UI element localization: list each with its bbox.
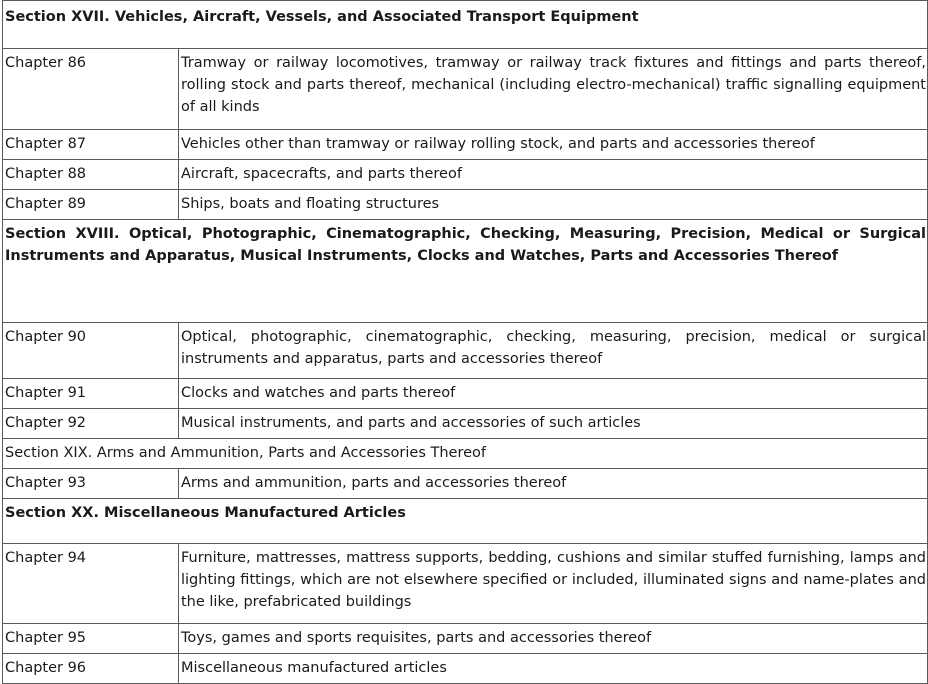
chapter-label: Chapter 91 [3, 379, 179, 409]
tariff-chapters-table [2, 0, 928, 684]
table-row [3, 409, 928, 439]
section-row [3, 439, 928, 469]
chapter-description: Clocks and watches and parts thereof [179, 379, 928, 409]
chapter-description: Aircraft, spacecrafts, and parts thereof [179, 160, 928, 190]
table-row [3, 190, 928, 220]
table-row [3, 379, 928, 409]
chapter-label: Chapter 88 [3, 160, 179, 190]
table-row [3, 544, 928, 624]
chapter-description: Tramway or railway locomotives, tramway or railway track fixtures and fittings and parts thereof, rolling stock and parts thereof, mechanical (including electro-mechanical) traffic signalling equipment of all kinds [179, 49, 928, 130]
section-title: Section XVIII. Optical, Photographic, Cinematographic, Checking, Measuring, Precision, Medical or Surgical Instruments and Apparatus, Musical Instruments, Clocks and Watches, Parts and Accessories Thereof [3, 220, 928, 323]
section-title: Section XVII. Vehicles, Aircraft, Vessels, and Associated Transport Equipment [3, 1, 928, 49]
section-row [3, 499, 928, 544]
chapter-description: Miscellaneous manufactured articles [179, 654, 928, 684]
chapter-label: Chapter 95 [3, 624, 179, 654]
chapter-description: Musical instruments, and parts and accessories of such articles [179, 409, 928, 439]
table-row [3, 624, 928, 654]
chapter-description: Arms and ammunition, parts and accessories thereof [179, 469, 928, 499]
chapter-label: Chapter 87 [3, 130, 179, 160]
section-row [3, 1, 928, 49]
chapter-description: Furniture, mattresses, mattress supports, bedding, cushions and similar stuffed furnishing, lamps and lighting fittings, which are not elsewhere specified or included, illuminated signs and name-plates and the like, prefabricated buildings [179, 544, 928, 624]
section-title: Section XIX. Arms and Ammunition, Parts and Accessories Thereof [3, 439, 928, 469]
chapter-label: Chapter 90 [3, 323, 179, 379]
chapter-label: Chapter 96 [3, 654, 179, 684]
chapter-label: Chapter 94 [3, 544, 179, 624]
chapter-label: Chapter 89 [3, 190, 179, 220]
chapter-description: Toys, games and sports requisites, parts and accessories thereof [179, 624, 928, 654]
chapter-label: Chapter 86 [3, 49, 179, 130]
table-row [3, 160, 928, 190]
table-row [3, 469, 928, 499]
chapter-label: Chapter 92 [3, 409, 179, 439]
table-row [3, 323, 928, 379]
chapter-description: Vehicles other than tramway or railway rolling stock, and parts and accessories thereof [179, 130, 928, 160]
chapter-label: Chapter 93 [3, 469, 179, 499]
section-title: Section XX. Miscellaneous Manufactured Articles [3, 499, 928, 544]
chapter-description: Ships, boats and floating structures [179, 190, 928, 220]
section-row [3, 220, 928, 323]
table-row [3, 654, 928, 684]
chapter-description: Optical, photographic, cinematographic, checking, measuring, precision, medical or surgical instruments and apparatus, parts and accessories thereof [179, 323, 928, 379]
table-row [3, 49, 928, 130]
table-row [3, 130, 928, 160]
